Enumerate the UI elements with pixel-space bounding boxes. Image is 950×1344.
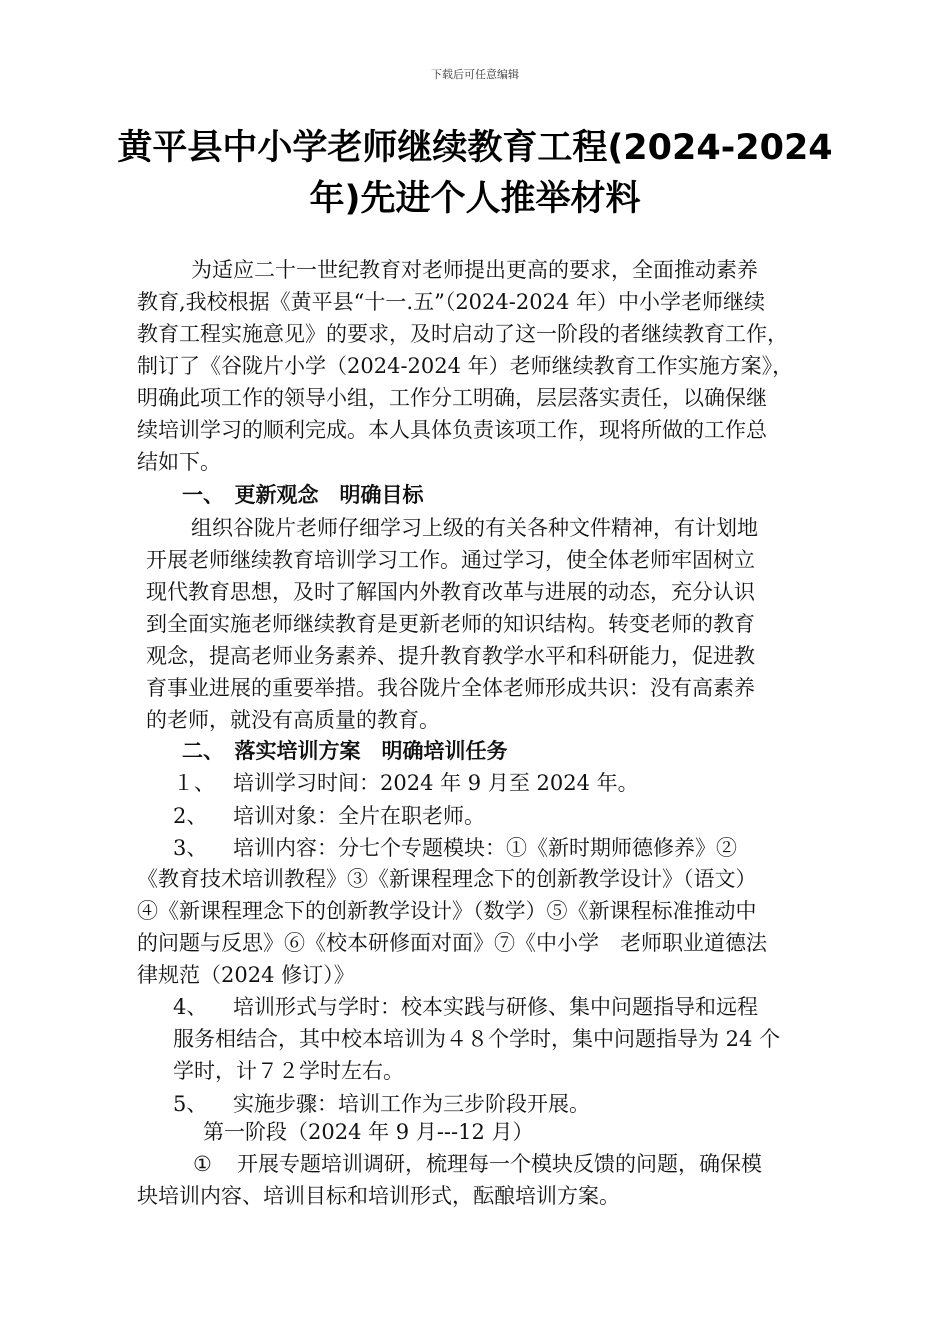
list-item-text: 培训对象：全片在职老师。 [233,804,485,828]
step-marker: ① [193,1152,212,1176]
list-item-4-continuation: 学时，计７２学时左右。 [173,1059,404,1083]
intro-line: 制订了《谷陇片小学（2024-2024 年）老师继续教育工作实施方案》， [137,354,794,378]
section-1-line: 组织谷陇片老师仔细学习上级的有关各种文件精神，有计划地 [191,516,758,540]
section-1-line: 观念，提高老师业务素养、提升教育教学水平和科研能力，促进教 [146,644,755,668]
section-1-line: 开展老师继续教育培训学习工作。通过学习，使全体老师牢固树立 [146,548,755,572]
list-item-1 [173,767,639,799]
list-item-number: 2、 [173,804,208,828]
list-item-3 [173,832,737,864]
phase-step-1 [193,1148,762,1180]
section-1-line: 育事业进展的重要举措。我谷陇片全体老师形成共识：没有高素养 [146,676,755,700]
list-item-3-continuation: 律规范（2024 修订）》 [137,963,355,987]
header-note: 下载后可任意编辑 [431,68,519,81]
section-2-heading: 二、 落实培训方案 明确培训任务 [182,739,508,763]
list-item-3-continuation: ④《新课程理念下的创新教学设计》（数学）⑤《新课程标准推动中 [137,899,757,923]
document-title-line-2: 年)先进个人推举材料 [309,179,641,219]
list-item-text: 培训形式与学时：校本实践与研修、集中问题指导和远程 [233,995,758,1019]
list-item-number: 3、 [173,836,208,860]
section-1-line: 的老师，就没有高质量的教育。 [146,708,440,732]
list-item-4-continuation: 服务相结合，其中校本培训为４８个学时，集中问题指导为 24 个 [173,1027,781,1051]
list-item-3-continuation: 的问题与反思》⑥《校本研修面对面》⑦《中小学 老师职业道德法 [137,931,767,955]
intro-line: 续培训学习的顺利完成。本人具体负责该项工作，现将所做的工作总 [137,418,767,442]
section-1-heading: 一、 更新观念 明确目标 [182,483,424,507]
intro-line: 为适应二十一世纪教育对老师提出更高的要求，全面推动素养 [191,258,758,282]
list-item-text: 培训内容：分七个专题模块：①《新时期师德修养》② [233,836,737,860]
intro-line: 教育工程实施意见》的要求，及时启动了这一阶段的者继续教育工作， [137,322,788,346]
section-1-line: 到全面实施老师继续教育是更新老师的知识结构。转变老师的教育 [146,612,755,636]
list-item-number: 5、 [173,1092,208,1116]
section-1-line: 现代教育思想，及时了解国内外教育改革与进展的动态，充分认识 [146,580,755,604]
list-item-4 [173,991,758,1023]
phase-heading: 第一阶段（2024 年 9 月---12 月） [203,1120,534,1144]
document-title-line-1: 黄平县中小学老师继续教育工程(2024-2024 [117,128,833,168]
list-item-text: 实施步骤：培训工作为三步阶段开展。 [233,1092,590,1116]
list-item-3-continuation: 《教育技术培训教程》③《新课程理念下的创新教学设计》（语文） [137,867,757,891]
list-item-number: １、 [173,771,215,795]
list-item-2 [173,800,485,832]
intro-line: 明确此项工作的领导小组，工作分工明确，层层落实责任，以确保继 [137,386,767,410]
list-item-number: 4、 [173,995,208,1019]
intro-line: 教育,我校根据《黄平县“十一.五”（2024-2024 年）中小学老师继续 [137,290,765,314]
step-text: 开展专题培训调研，梳理每一个模块反馈的问题，确保模 [237,1152,762,1176]
phase-step-1-continuation: 块培训内容、培训目标和培训形式，酝酿培训方案。 [137,1184,620,1208]
intro-line: 结如下。 [137,450,221,474]
list-item-text: 培训学习时间：2024 年 9 月至 2024 年。 [233,771,639,795]
